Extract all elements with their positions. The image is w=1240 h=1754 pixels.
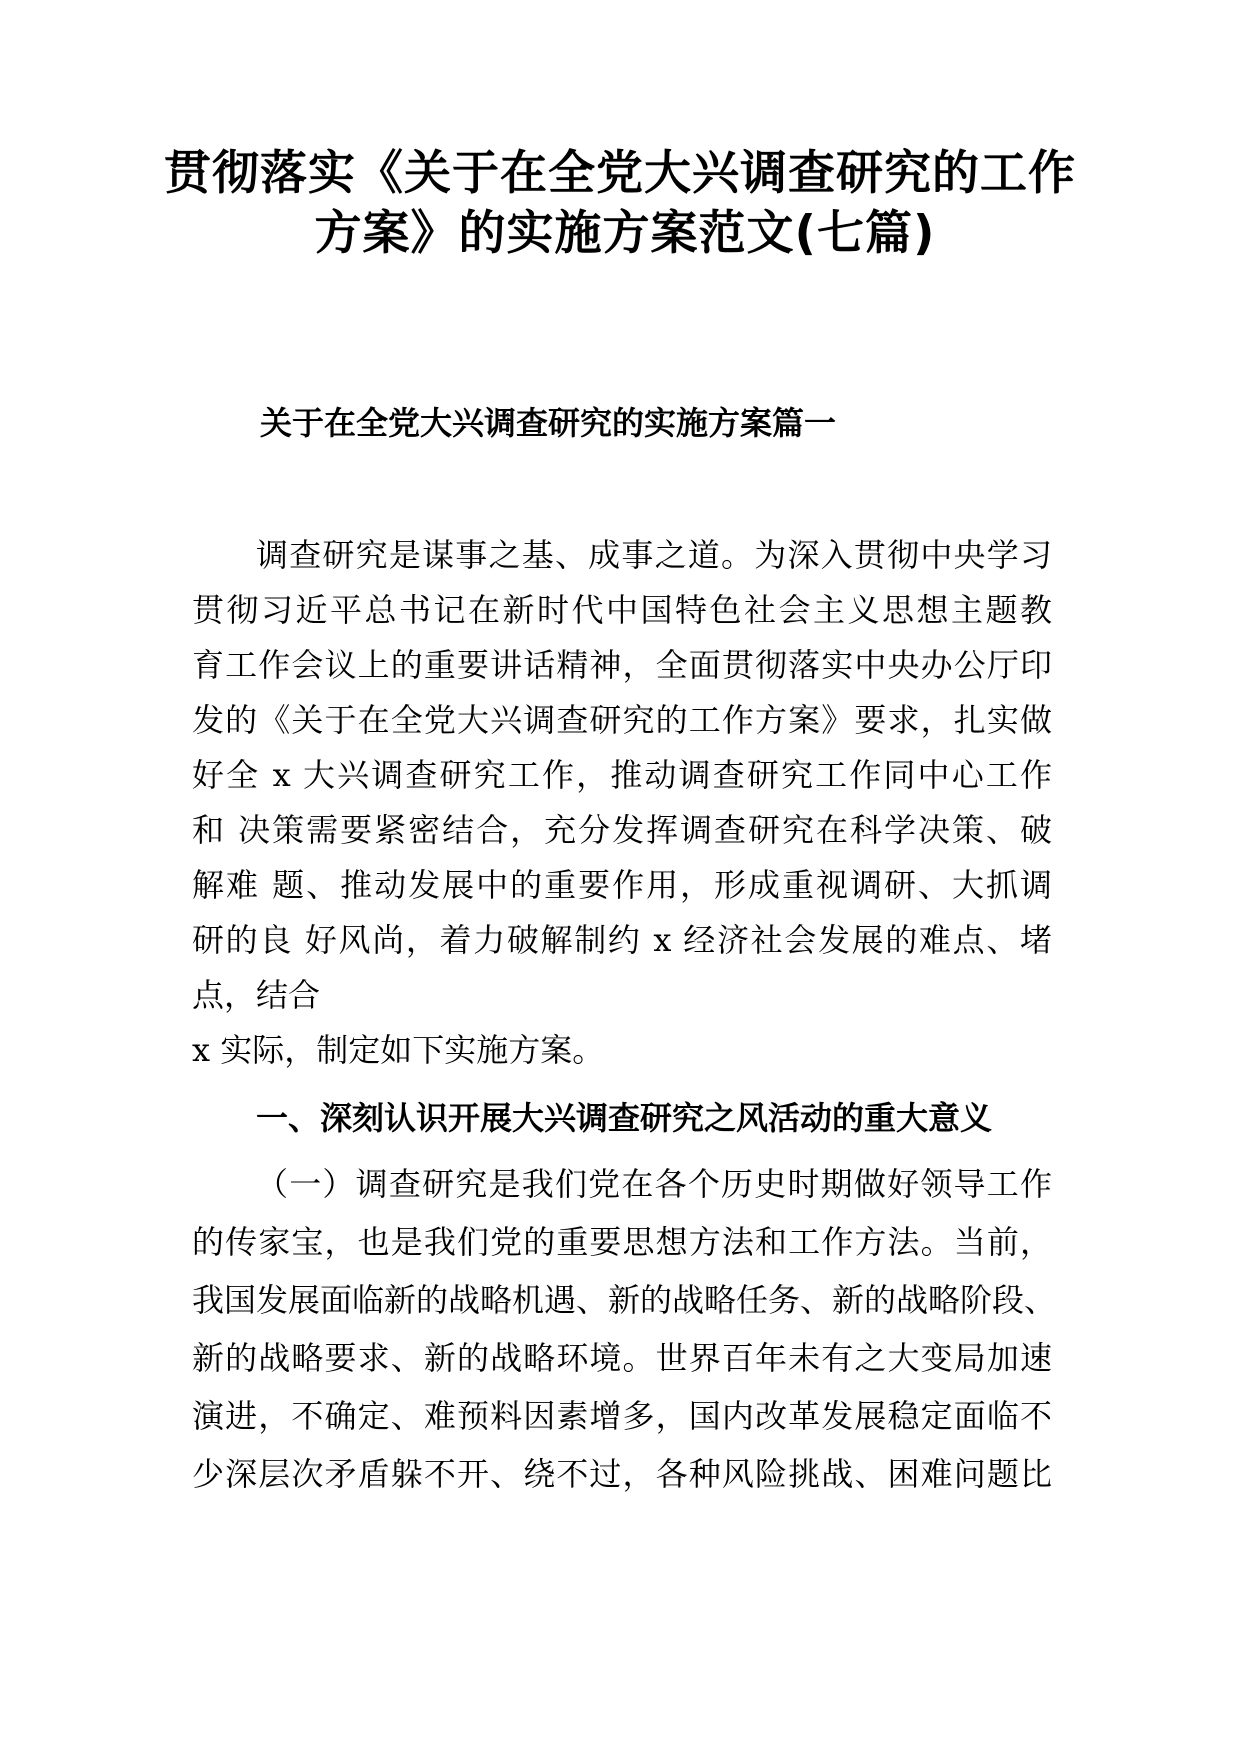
body-line: 解难 题、推动发展中的重要作用，形成重视调研、大抓调 (192, 866, 1052, 904)
body-line: 贯彻习近平总书记在新时代中国特色社会主义思想主题教 (192, 591, 1052, 629)
body-line: 好全 x 大兴调查研究工作，推动调查研究工作同中心工作 (192, 756, 1052, 794)
body-line: 点，结合 (192, 976, 321, 1014)
body-line: （一）调查研究是我们党在各个历史时期做好领导工作 (256, 1165, 1052, 1203)
body-line: 发的《关于在全党大兴调查研究的工作方案》要求，扎实做 (192, 701, 1052, 739)
body-line: 演进，不确定、难预料因素增多，国内改革发展稳定面临不 (192, 1397, 1052, 1435)
body-line: 研的良 好风尚，着力破解制约 x 经济社会发展的难点、堵 (192, 921, 1052, 959)
document-title-line-1: 贯彻落实《关于在全党大兴调查研究的工作 (164, 146, 1076, 201)
document-title-line-2: 方案》的实施方案范文(七篇) (314, 206, 936, 261)
section-heading: 关于在全党大兴调查研究的实施方案篇一 (260, 404, 837, 442)
body-line: 新的战略要求、新的战略环境。世界百年未有之大变局加速 (192, 1339, 1052, 1377)
body-line: 少深层次矛盾躲不开、绕不过，各种风险挑战、困难问题比 (192, 1455, 1052, 1493)
body-line: 的传家宝，也是我们党的重要思想方法和工作方法。当前， (192, 1223, 1052, 1261)
body-line: 育工作会议上的重要讲话精神，全面贯彻落实中央办公厅印 (192, 646, 1052, 684)
body-line: 调查研究是谋事之基、成事之道。为深入贯彻中央学习 (256, 536, 1052, 574)
part-one-heading: 一、深刻认识开展大兴调查研究之风活动的重大意义 (256, 1099, 993, 1137)
body-line: x 实际，制定如下实施方案。 (192, 1031, 605, 1069)
body-line: 和 决策需要紧密结合，充分发挥调查研究在科学决策、破 (192, 811, 1052, 849)
body-line: 我国发展面临新的战略机遇、新的战略任务、新的战略阶段、 (192, 1281, 1057, 1319)
